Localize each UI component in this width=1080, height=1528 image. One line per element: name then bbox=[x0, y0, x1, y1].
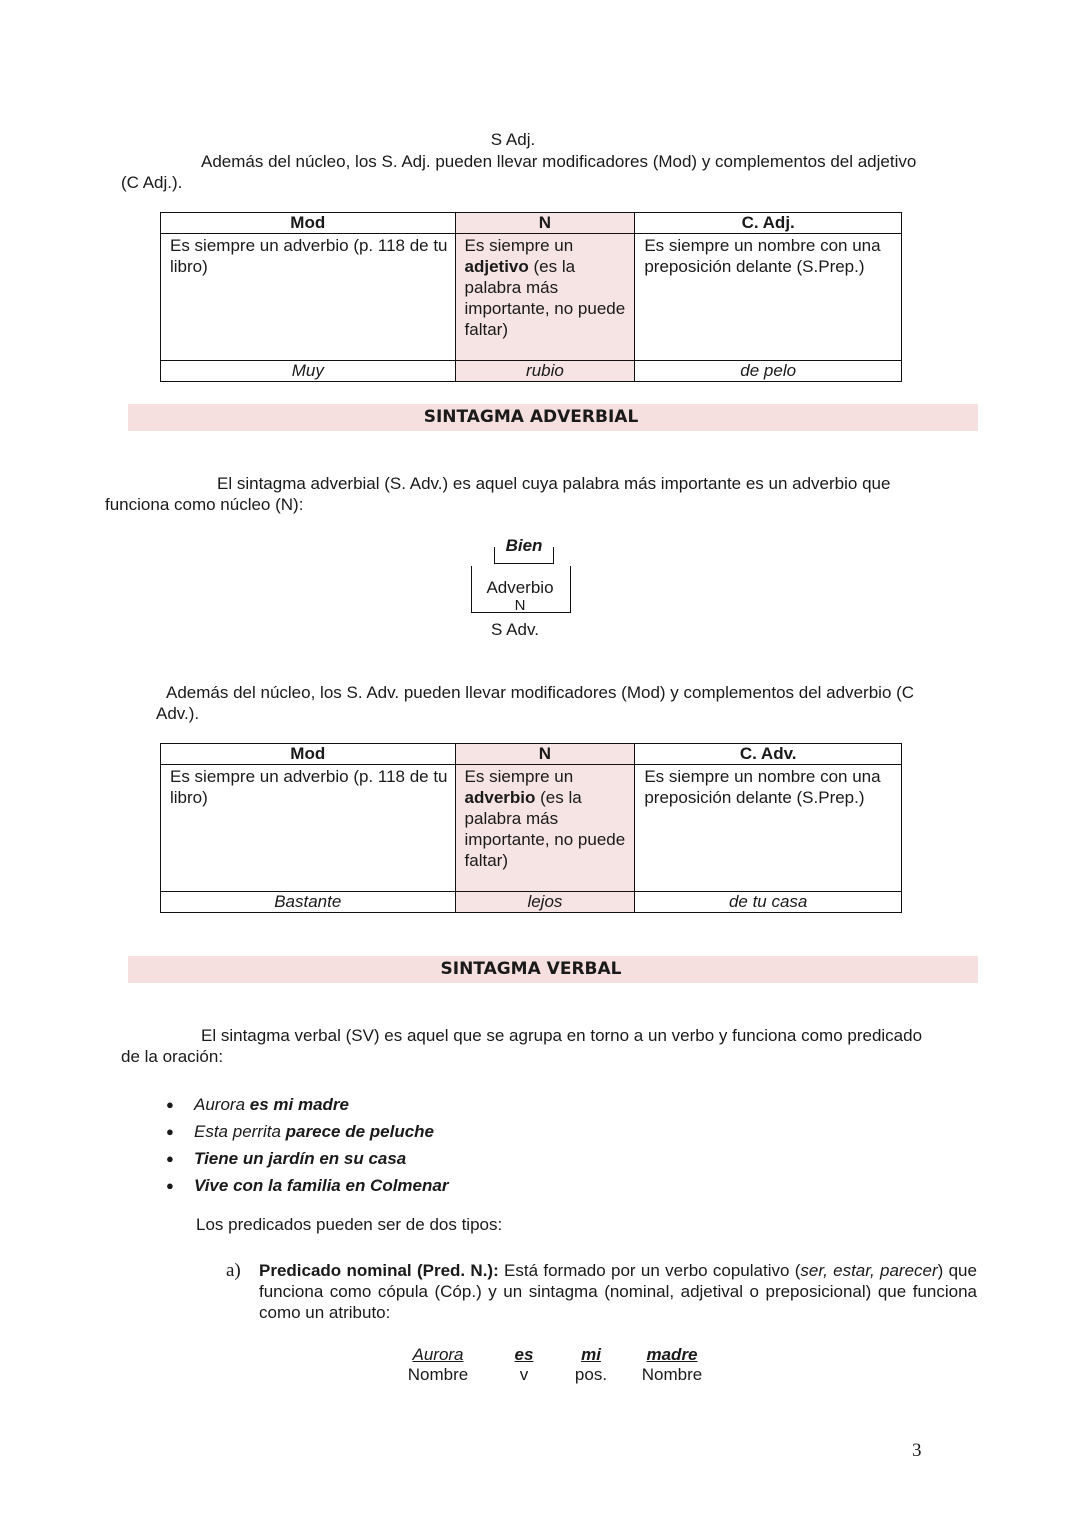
diagram-word: Bien bbox=[505, 536, 543, 555]
list-item: ● Esta perrita parece de peluche bbox=[166, 1118, 448, 1145]
n-description: Es siempre un adjetivo (es la palabra más importante, no puede faltar) bbox=[455, 234, 635, 361]
analysis-item: mi pos. bbox=[574, 1345, 608, 1384]
diagram-phrase: S Adv. bbox=[491, 620, 539, 639]
diagram-function: N bbox=[514, 597, 526, 614]
section-heading-adverbial: SINTAGMA ADVERBIAL bbox=[128, 404, 978, 431]
example-n: rubio bbox=[455, 361, 635, 382]
diagram-category: Adverbio bbox=[486, 578, 554, 597]
types-intro: Los predicados pueden ser de dos tipos: bbox=[196, 1215, 503, 1234]
sv-definition: El sintagma verbal (SV) es aquel que se agrupa en torno a un verbo y funciona como predicado de la oración: bbox=[121, 1026, 923, 1066]
sadj-table bbox=[160, 212, 902, 382]
section-heading-verbal: SINTAGMA VERBAL bbox=[128, 956, 978, 983]
c-description: Es siempre un nombre con una preposición delante (S.Prep.) bbox=[635, 234, 902, 361]
header-c: C. Adj. bbox=[635, 213, 902, 234]
table-description-row bbox=[161, 765, 902, 892]
n-description: Es siempre un adverbio (es la palabra más importante, no puede faltar) bbox=[455, 765, 635, 892]
example-c: de pelo bbox=[635, 361, 902, 382]
sadj-label: S Adj. bbox=[490, 130, 536, 149]
analysis-item: es v bbox=[514, 1345, 534, 1384]
mod-description: Es siempre un adverbio (p. 118 de tu libro) bbox=[161, 765, 456, 892]
type-a-definition: Predicado nominal (Pred. N.): Está formado por un verbo copulativo (ser, estar, parecer) que funciona como cópula (Cóp.) y un sintagma (nominal, adjetival o preposicional) que funciona como un atributo: bbox=[259, 1261, 977, 1322]
example-mod: Muy bbox=[161, 361, 456, 382]
sadv-definition: El sintagma adverbial (S. Adv.) es aquel cuya palabra más importante es un adverbio que funciona como núcleo (N): bbox=[105, 474, 891, 514]
example-n: lejos bbox=[455, 892, 635, 913]
sadv-intro: Además del núcleo, los S. Adv. pueden llevar modificadores (Mod) y complementos del adverbio (C Adv.). bbox=[156, 683, 915, 723]
list-item: ● Vive con la familia en Colmenar bbox=[166, 1172, 448, 1199]
table-description-row bbox=[161, 234, 902, 361]
header-n: N bbox=[455, 213, 635, 234]
c-description: Es siempre un nombre con una preposición delante (S.Prep.) bbox=[635, 765, 902, 892]
header-mod: Mod bbox=[161, 213, 456, 234]
sv-example-list bbox=[166, 1091, 448, 1199]
example-mod: Bastante bbox=[161, 892, 456, 913]
page-number: 3 bbox=[912, 1440, 922, 1461]
analysis-item: madre Nombre bbox=[641, 1345, 703, 1384]
header-mod: Mod bbox=[161, 744, 456, 765]
header-c: C. Adv. bbox=[635, 744, 902, 765]
list-item: ● Aurora es mi madre bbox=[166, 1091, 448, 1118]
table-header-row bbox=[161, 213, 902, 234]
type-a-marker: a) bbox=[226, 1260, 241, 1281]
table-header-row bbox=[161, 744, 902, 765]
mod-description: Es siempre un adverbio (p. 118 de tu libro) bbox=[161, 234, 456, 361]
header-n: N bbox=[455, 744, 635, 765]
list-item: ● Tiene un jardín en su casa bbox=[166, 1145, 448, 1172]
table-example-row bbox=[161, 361, 902, 382]
sadj-intro: Además del núcleo, los S. Adj. pueden llevar modificadores (Mod) y complementos del adjetivo (C Adj.). bbox=[121, 152, 917, 192]
diagram-word-bracket bbox=[494, 547, 554, 564]
analysis-item: Aurora Nombre bbox=[407, 1345, 469, 1384]
sadv-table bbox=[160, 743, 902, 913]
table-example-row bbox=[161, 892, 902, 913]
example-c: de tu casa bbox=[635, 892, 902, 913]
